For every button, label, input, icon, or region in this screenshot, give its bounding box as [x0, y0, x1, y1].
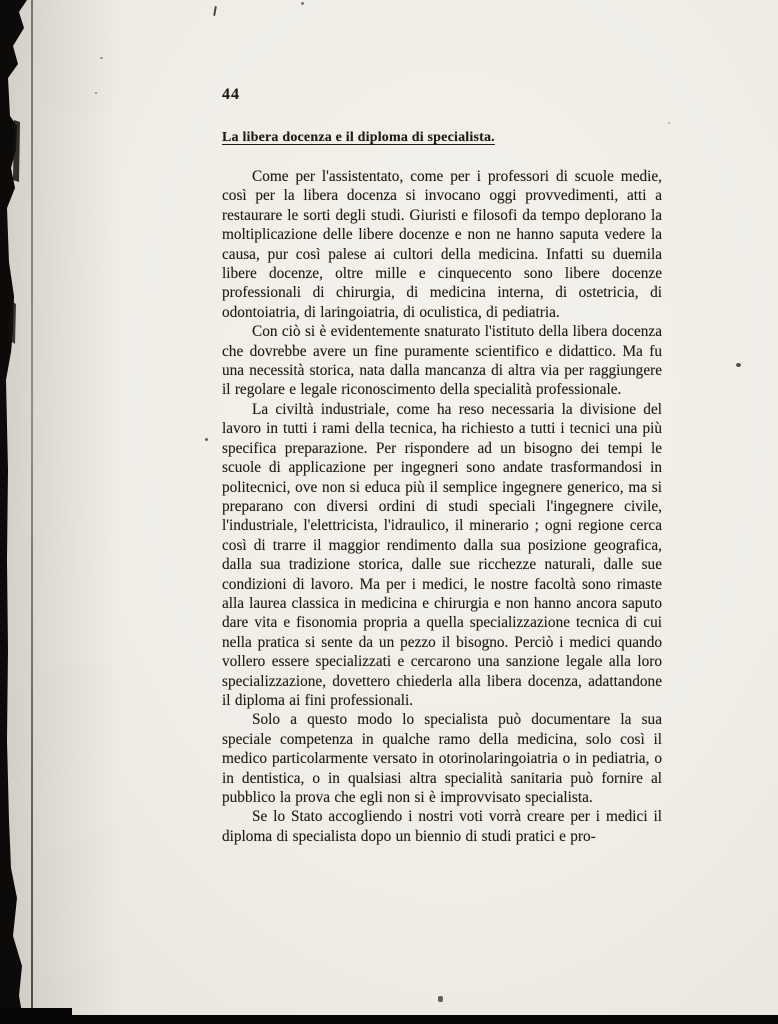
scan-speck: [301, 2, 304, 5]
scan-speck: [736, 363, 741, 367]
scan-edge-left: [0, 0, 40, 1024]
page-number: 44: [222, 86, 240, 103]
paragraph-5: Se lo Stato accogliendo i nostri voti vorrà creare per i medici il diploma di specialista dopo un biennio di studi pratici e pro-: [222, 808, 662, 845]
section-heading: La libera docenza e il diploma di specialista.: [222, 130, 495, 145]
spine-crease-line: [31, 0, 33, 1024]
scan-speck: [438, 996, 443, 1002]
page-content: [222, 86, 662, 846]
scan-speck: [213, 6, 217, 16]
scan-speck: [95, 92, 97, 94]
scan-edge-bottom: [58, 1015, 778, 1024]
scan-speck: [205, 438, 208, 441]
scan-speck: [100, 57, 103, 59]
scan-corner-bottom-left: [0, 1008, 72, 1024]
paragraph-1: Come per l'assistentato, come per i professori di scuole medie, così per la libera docenza si invocano oggi provvedimenti, atti a restaurare le sorti degli studi. Giuristi e filosofi da tempo deplorano la moltiplicazione delle libere docenze e non ne hanno saputa vedere la causa, pur così palese ai cultori della medicina. Infatti su duemila libere docenze, oltre mille e cinquecento sono libere docenze professionali di chirurgia, di medicina interna, di ostetricia, di odontoiatria, di laringoiatria, di oculistica, di pediatria.: [222, 168, 662, 321]
body-text: [222, 167, 662, 846]
paragraph-4: Solo a questo modo lo specialista può documentare la sua speciale competenza in qualche ramo della medicina, solo così il medico particolarmente versato in otorinolaringoiatria o in pediatria, o in dentistica, o in qualsiasi altra specialità sanitaria può fornire al pubblico la prova che egli non si è improvvisato specialista.: [222, 711, 662, 806]
paragraph-2: Con ciò si è evidentemente snaturato l'istituto della libera docenza che dovrebbe avere un fine puramente scientifico e didattico. Ma fu una necessità storica, nata dalla mancanza di altra via per raggiungere il regolare e legale riconoscimento della specialità professionale.: [222, 323, 662, 399]
paragraph-3: La civiltà industriale, come ha reso necessaria la divisione del lavoro in tutti i rami della tecnica, ha richiesto a tutti i tecnici una più specifica preparazione. Per rispondere ad un bisogno dei tempi le scuole di applicazione per ingegneri sono andate trasformandosi in politecnici, ove non si educa più il semplice ingegnere generico, ma si preparano con diversi ordini di studi speciali l'ingegnere civile, l'industriale, l'elettricista, l'idraulico, il minerario ; ogni regione cerca così di trarre il maggior rendimento dalla sua posizione geografica, dalla sua tradizione storica, dalle sue ricchezze naturali, dalle sue condizioni di lavoro. Ma per i medici, le nostre facoltà sono rimaste alla laurea classica in medicina e chirurgia e non hanno ancora saputo dare vita e fisonomia propria a quella specializzazione tecnica di cui nella pratica si sente da un pezzo il bisogno. Perciò i medici quando vollero essere specializzati e cercarono una sanzione legale alla loro specializzazione, dovettero chiederla alla libera docenza, adattandone il diploma ai fini professionali.: [222, 400, 662, 709]
scan-speck: [668, 122, 670, 124]
